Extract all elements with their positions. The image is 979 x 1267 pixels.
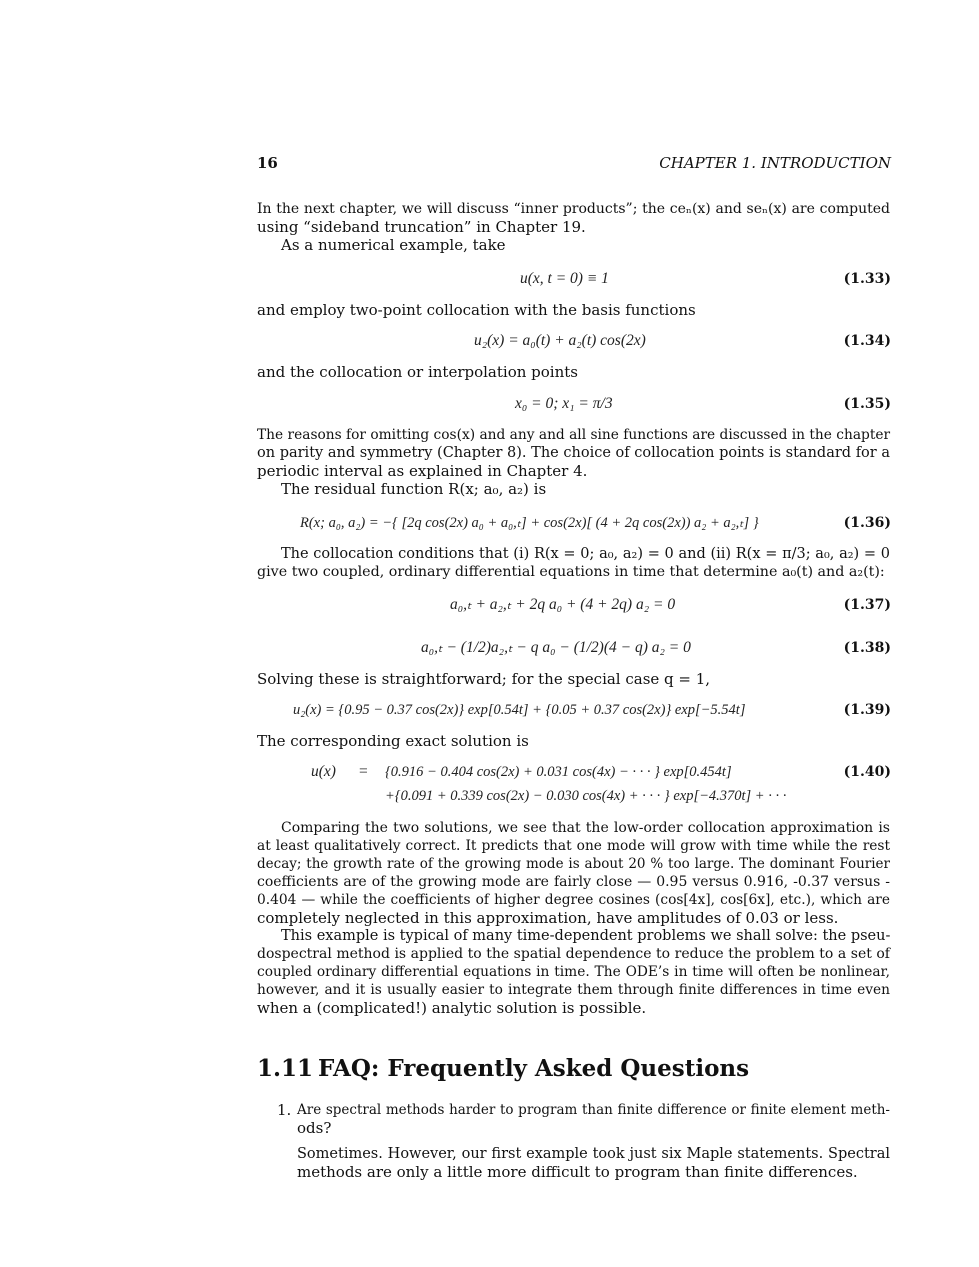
text-line: As a numerical example, take <box>281 236 506 254</box>
equation-label: (1.34) <box>843 333 891 349</box>
equation-1-33: u(x, t = 0) ≡ 1 <box>520 270 609 287</box>
equation-label: (1.40) <box>843 764 891 780</box>
text-line: coefficients are of the growing mode are fairly close — 0.95 versus 0.916, -0.37 versus - <box>257 874 890 890</box>
text-line: The reasons for omitting cos(x) and any and all sine functions are discussed in the chapter <box>257 427 891 443</box>
text-line: In the next chapter, we will discuss “inner products”; the ceₙ(x) and seₙ(x) are computed <box>257 201 890 217</box>
paragraph-exact <box>257 732 890 750</box>
paragraph-collocation-points <box>257 363 890 381</box>
faq-item-number: 1. <box>277 1101 292 1119</box>
paragraph-basis <box>257 301 890 319</box>
text-line: decay; the growth rate of the growing mode is about 20 % too large. The dominant Fourier <box>257 856 890 872</box>
text-line: coupled ordinary differential equations in time. The ODE’s in time will often be nonlinear, <box>257 964 890 980</box>
paragraph-comparing <box>257 819 890 1017</box>
equation-label: (1.36) <box>843 515 891 531</box>
paragraph-inner-products <box>257 200 890 254</box>
faq-answer-line: Sometimes. However, our first example took just six Maple statements. Spectral <box>297 1146 890 1162</box>
text-line: The collocation conditions that (i) R(x = 0; a₀, a₂) = 0 and (ii) R(x = π/3; a₀, a₂) = 0 <box>281 546 890 562</box>
equation-1-40-lhs: u(x) <box>311 763 336 780</box>
equation-1-34: u₂(x) = a₀(t) + a₂(t) cos(2x) <box>474 332 646 349</box>
equation-1-37: a₀,ₜ + a₂,ₜ + 2q a₀ + (4 + 2q) a₂ = 0 <box>450 596 676 613</box>
faq-question-line: ods? <box>297 1119 332 1137</box>
equation-1-39: u₂(x) = {0.95 − 0.37 cos(2x)} exp[0.54t] + {0.05 + 0.37 cos(2x)} exp[−5.54t] <box>293 702 746 718</box>
text-line: and employ two-point collocation with the basis functions <box>257 301 696 319</box>
running-title: CHAPTER 1. INTRODUCTION <box>659 154 891 172</box>
equation-label: (1.33) <box>843 271 891 287</box>
text-line: however, and it is usually easier to integrate them through finite differences in time even <box>257 982 890 998</box>
text-line: dospectral method is applied to the spatial dependence to reduce the problem to a set of <box>257 946 890 962</box>
equation-1-40-equals: = <box>359 763 368 780</box>
page-number: 16 <box>257 154 278 172</box>
paragraph-reasons <box>257 426 890 498</box>
equation-label: (1.38) <box>843 640 891 656</box>
equation-label: (1.39) <box>843 702 891 718</box>
equation-1-38: a₀,ₜ − (1/2)a₂,ₜ − q a₀ − (1/2)(4 − q) a₂ = 0 <box>421 639 691 656</box>
text-line: at least qualitatively correct. It predicts that one mode will grow with time while the rest <box>257 838 890 854</box>
paragraph-solving <box>257 670 890 688</box>
equation-1-40-line1: {0.916 − 0.404 cos(2x) + 0.031 cos(4x) − · · · } exp[0.454t] <box>385 764 732 780</box>
equation-1-36: R(x; a₀, a₂) = −{ [2q cos(2x) a₀ + a₀,ₜ] + cos(2x)[ (4 + 2q cos(2x)) a₂ + a₂,ₜ] } <box>300 515 759 531</box>
section-title: FAQ: Frequently Asked Questions <box>318 1055 750 1082</box>
faq-answer-line: methods are only a little more difficult to program than finite differences. <box>297 1163 858 1181</box>
text-line: This example is typical of many time-dependent problems we shall solve: the pseu- <box>281 928 891 944</box>
text-line: when a (complicated!) analytic solution is possible. <box>257 999 647 1017</box>
equation-label: (1.37) <box>843 597 891 613</box>
text-line: and the collocation or interpolation points <box>257 363 578 381</box>
text-line: The residual function R(x; a₀, a₂) is <box>281 480 547 498</box>
section-number: 1.11 <box>257 1055 314 1082</box>
text-line: using “sideband truncation” in Chapter 19. <box>257 218 586 236</box>
text-line: give two coupled, ordinary differential equations in time that determine a₀(t) and a₂(t): <box>257 564 885 580</box>
paragraph-collocation-conditions <box>257 545 890 581</box>
equation-1-35: x₀ = 0; x₁ = π/3 <box>515 395 613 412</box>
equation-1-40-line2: +{0.091 + 0.339 cos(2x) − 0.030 cos(4x) + · · · } exp[−4.370t] + · · · <box>385 788 787 804</box>
text-line: on parity and symmetry (Chapter 8). The choice of collocation points is standard for a <box>257 445 890 461</box>
faq-question-line: Are spectral methods harder to program than finite difference or finite element meth- <box>297 1102 890 1118</box>
text-line: Solving these is straightforward; for the special case q = 1, <box>257 670 711 688</box>
equation-label: (1.35) <box>843 396 891 412</box>
text-line: periodic interval as explained in Chapter 4. <box>257 462 588 480</box>
text-line: The corresponding exact solution is <box>257 732 529 750</box>
text-line: completely neglected in this approximation, have amplitudes of 0.03 or less. <box>257 909 839 927</box>
text-line: 0.404 — while the coefficients of higher degree cosines (cos[4x], cos[6x], etc.), which are <box>257 892 890 908</box>
faq-item-1 <box>297 1101 890 1181</box>
text-line: Comparing the two solutions, we see that the low-order collocation approximation is <box>281 820 890 836</box>
